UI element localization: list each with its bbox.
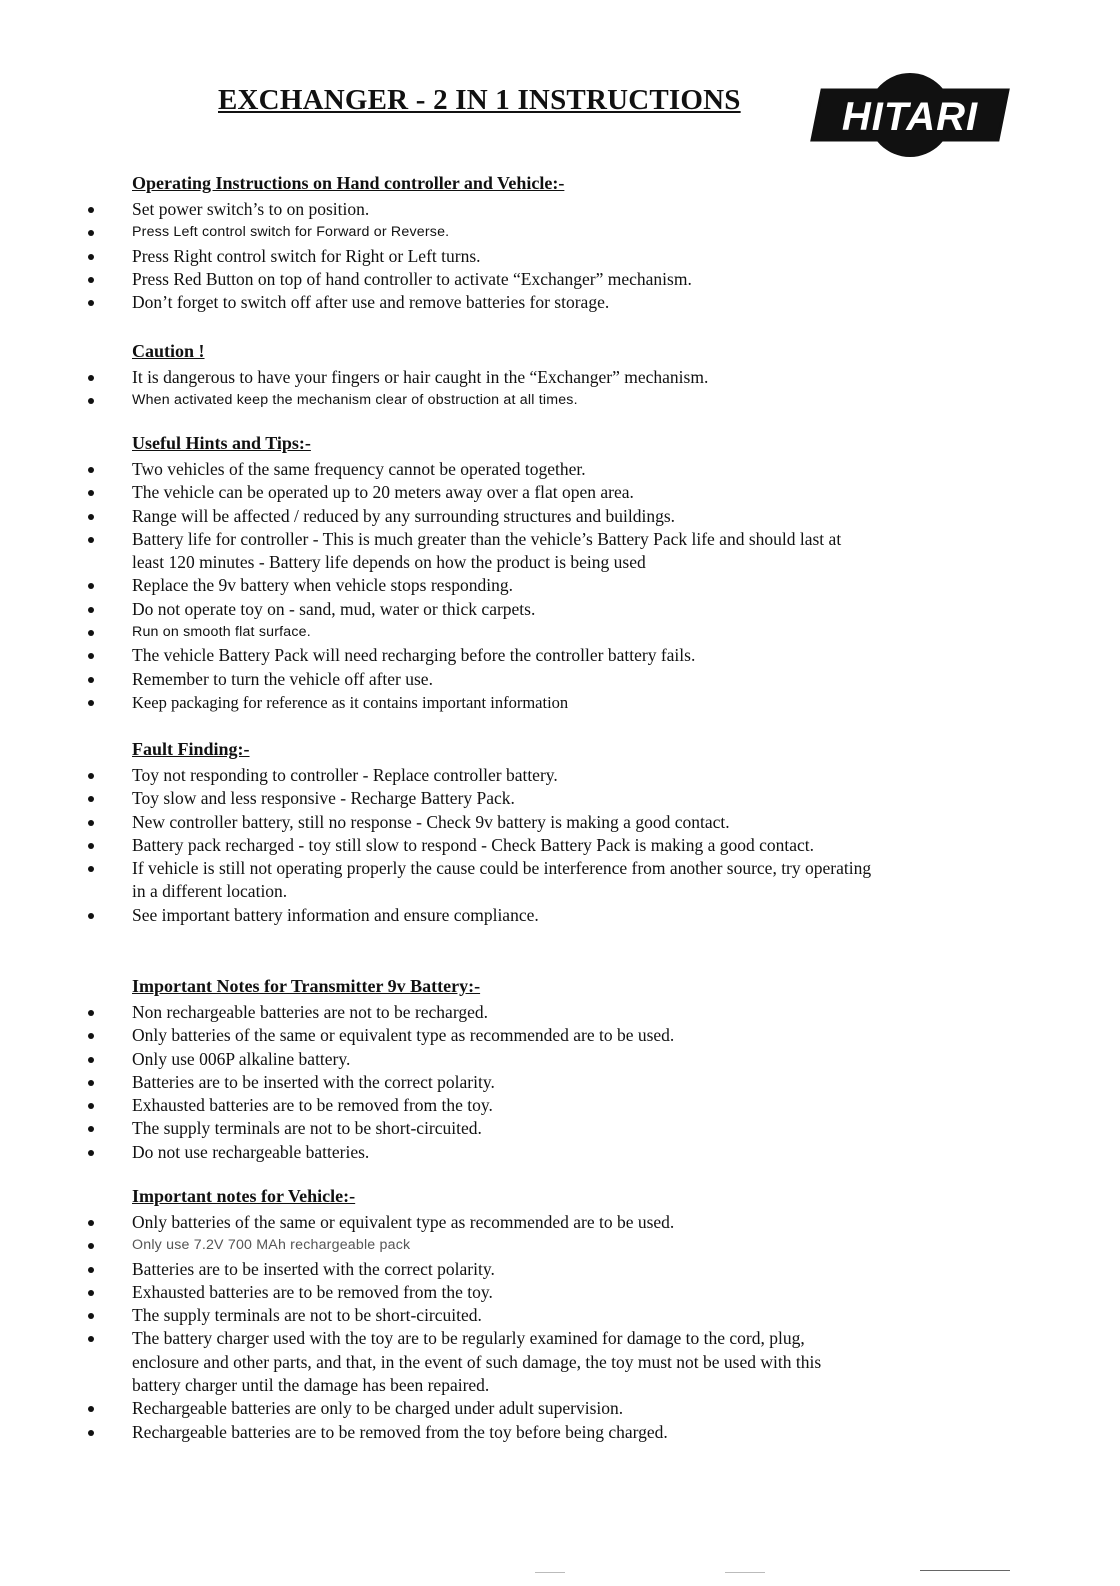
item-text: If vehicle is still not operating properly the cause could be interference from another source, try operating in a different location. [132, 858, 872, 902]
list-item [88, 1024, 888, 1047]
bullet-icon [88, 1010, 94, 1016]
list-item [88, 481, 888, 504]
item-text: Only use 006P alkaline battery. [132, 1048, 351, 1069]
item-text: Replace the 9v battery when vehicle stops responding. [132, 575, 514, 596]
bullet-icon [88, 1080, 94, 1086]
item-text: Run on smooth flat surface. [132, 624, 311, 641]
list-item [88, 668, 888, 691]
list-item [88, 1421, 888, 1444]
list-item [88, 1117, 888, 1140]
item-text: Toy not responding to controller - Replace controller battery. [132, 765, 558, 785]
item-text: See important battery information and ensure compliance. [132, 904, 539, 925]
list-item [88, 764, 888, 787]
section-caution [88, 340, 888, 413]
bullet-icon [88, 1267, 94, 1273]
bullet-icon [88, 773, 94, 779]
bullet-icon [88, 796, 94, 802]
item-text: Battery life for controller - This is much greater than the vehicle’s Battery Pack life and should last at least 120 minutes - Battery life depends on how the product is being used [132, 528, 842, 573]
item-text: Set power switch’s to on position. [132, 199, 370, 219]
item-text: Only batteries of the same or equivalent type as recommended are to be used. [132, 1025, 675, 1046]
list-item [88, 857, 872, 904]
scan-artifact-dash [725, 1572, 765, 1573]
bullet-icon [88, 1220, 94, 1226]
item-text: Do not use rechargeable batteries. [132, 1141, 370, 1162]
list-item [88, 505, 888, 528]
item-text: Only use 7.2V 700 MAh rechargeable pack [132, 1237, 411, 1254]
section-heading: Important notes for Vehicle:- [132, 1186, 356, 1206]
list-item [88, 1397, 888, 1420]
bullet-icon [88, 677, 94, 683]
bullet-list [88, 458, 888, 714]
item-text: Non rechargeable batteries are not to be recharged. [132, 1002, 488, 1022]
section-fault-finding [88, 738, 888, 927]
bullet-icon [88, 1313, 94, 1319]
item-text: Press Right control switch for Right or Left turns. [132, 245, 481, 266]
item-text: Press Left control switch for Forward or Reverse. [132, 224, 450, 241]
bullet-icon [88, 537, 94, 543]
section-heading: Operating Instructions on Hand controller and Vehicle:- [132, 173, 565, 193]
section-heading: Fault Finding:- [132, 739, 250, 759]
section-vehicle-notes [88, 1185, 888, 1444]
item-text: Exhausted batteries are to be removed from the toy. [132, 1281, 493, 1302]
bullet-icon [88, 375, 94, 381]
bullet-icon [88, 1430, 94, 1436]
bullet-icon [88, 630, 94, 636]
list-item [88, 834, 872, 857]
page-title: EXCHANGER - 2 IN 1 INSTRUCTIONS [218, 84, 741, 116]
bullet-list [88, 1211, 888, 1444]
bullet-icon [88, 1126, 94, 1132]
bullet-list [88, 366, 888, 413]
list-item [88, 221, 888, 244]
bullet-icon [88, 843, 94, 849]
list-item [88, 1071, 888, 1094]
item-text: It is dangerous to have your fingers or hair caught in the “Exchanger” mechanism. [132, 367, 709, 387]
bullet-icon [88, 277, 94, 283]
list-item [88, 268, 888, 291]
bullet-list [88, 198, 888, 314]
item-text: Rechargeable batteries are to be removed from the toy before being charged. [132, 1421, 668, 1442]
bullet-icon [88, 820, 94, 826]
list-item [88, 198, 888, 221]
item-text: Press Red Button on top of hand controller to activate “Exchanger” mechanism. [132, 268, 692, 289]
item-text: Don’t forget to switch off after use and remove batteries for storage. [132, 292, 610, 313]
scan-artifact-line [920, 1570, 1010, 1571]
item-text: Two vehicles of the same frequency cannot be operated together. [132, 459, 586, 479]
list-item [88, 904, 888, 927]
bullet-icon [88, 1336, 94, 1342]
bullet-icon [88, 467, 94, 473]
item-text: New controller battery, still no response - Check 9v battery is making a good contact. [132, 811, 730, 832]
list-item [88, 458, 888, 481]
hitari-logo [808, 72, 1012, 158]
bullet-icon [88, 1150, 94, 1156]
section-heading: Important Notes for Transmitter 9v Battery:- [132, 976, 481, 996]
logo-text: HITARI [841, 95, 979, 139]
list-item [88, 1001, 888, 1024]
bullet-icon [88, 1243, 94, 1249]
list-item [88, 1211, 888, 1234]
list-item [88, 1258, 888, 1281]
list-item [88, 1141, 888, 1164]
list-item [88, 787, 888, 810]
item-text: Batteries are to be inserted with the correct polarity. [132, 1258, 495, 1279]
item-text: Remember to turn the vehicle off after use. [132, 668, 433, 689]
bullet-icon [88, 1406, 94, 1412]
list-item [88, 644, 888, 667]
list-item [88, 389, 888, 412]
list-item [88, 691, 888, 714]
list-item [88, 245, 888, 268]
bullet-icon [88, 230, 94, 236]
item-text: Do not operate toy on - sand, mud, water or thick carpets. [132, 598, 536, 619]
item-text: Rechargeable batteries are only to be charged under adult supervision. [132, 1398, 624, 1419]
list-item [88, 528, 852, 575]
item-text: The supply terminals are not to be short-circuited. [132, 1305, 482, 1326]
bullet-icon [88, 583, 94, 589]
section-heading: Useful Hints and Tips:- [132, 433, 311, 453]
item-text: Toy slow and less responsive - Recharge Battery Pack. [132, 788, 515, 809]
bullet-icon [88, 300, 94, 306]
list-item [88, 1327, 872, 1397]
list-item [88, 366, 888, 389]
list-item [88, 811, 888, 834]
bullet-icon [88, 207, 94, 213]
list-item [88, 1304, 888, 1327]
bullet-icon [88, 700, 94, 706]
item-text: The supply terminals are not to be short-circuited. [132, 1118, 482, 1139]
section-operating [88, 172, 888, 314]
item-text: The battery charger used with the toy are to be regularly examined for damage to the cord, plug, enclosure and other parts, and that, in the event of such damage, the toy must not be used with this battery charger until the damage has been repaired. [132, 1328, 822, 1396]
item-text: Exhausted batteries are to be removed from the toy. [132, 1095, 493, 1116]
item-text: Only batteries of the same or equivalent type as recommended are to be used. [132, 1212, 675, 1232]
list-item [88, 291, 888, 314]
item-text: The vehicle Battery Pack will need recharging before the controller battery fails. [132, 645, 696, 666]
list-item [88, 1281, 888, 1304]
bullet-icon [88, 866, 94, 872]
item-text: When activated keep the mechanism clear of obstruction at all times. [132, 392, 578, 409]
bullet-icon [88, 653, 94, 659]
bullet-icon [88, 1033, 94, 1039]
list-item [88, 1234, 888, 1257]
bullet-icon [88, 514, 94, 520]
item-text: Range will be affected / reduced by any surrounding structures and buildings. [132, 505, 676, 526]
bullet-list [88, 764, 888, 927]
bullet-icon [88, 607, 94, 613]
bullet-icon [88, 490, 94, 496]
bullet-icon [88, 1057, 94, 1063]
bullet-icon [88, 1290, 94, 1296]
list-item [88, 598, 888, 621]
section-hints [88, 432, 888, 714]
item-text: Battery pack recharged - toy still slow to respond - Check Battery Pack is making a good contact. [132, 834, 814, 855]
section-heading: Caution ! [132, 341, 205, 361]
item-text: Keep packaging for reference as it contains important information [132, 692, 569, 712]
section-transmitter-notes [88, 975, 888, 1164]
bullet-icon [88, 1103, 94, 1109]
list-item [88, 621, 888, 644]
item-text: The vehicle can be operated up to 20 meters away over a flat open area. [132, 482, 634, 503]
bullet-icon [88, 398, 94, 404]
bullet-icon [88, 913, 94, 919]
list-item [88, 1094, 888, 1117]
list-item [88, 1048, 888, 1071]
bullet-list [88, 1001, 888, 1164]
scan-artifact-dash [535, 1572, 565, 1573]
bullet-icon [88, 254, 94, 260]
item-text: Batteries are to be inserted with the correct polarity. [132, 1071, 495, 1092]
list-item [88, 574, 888, 597]
